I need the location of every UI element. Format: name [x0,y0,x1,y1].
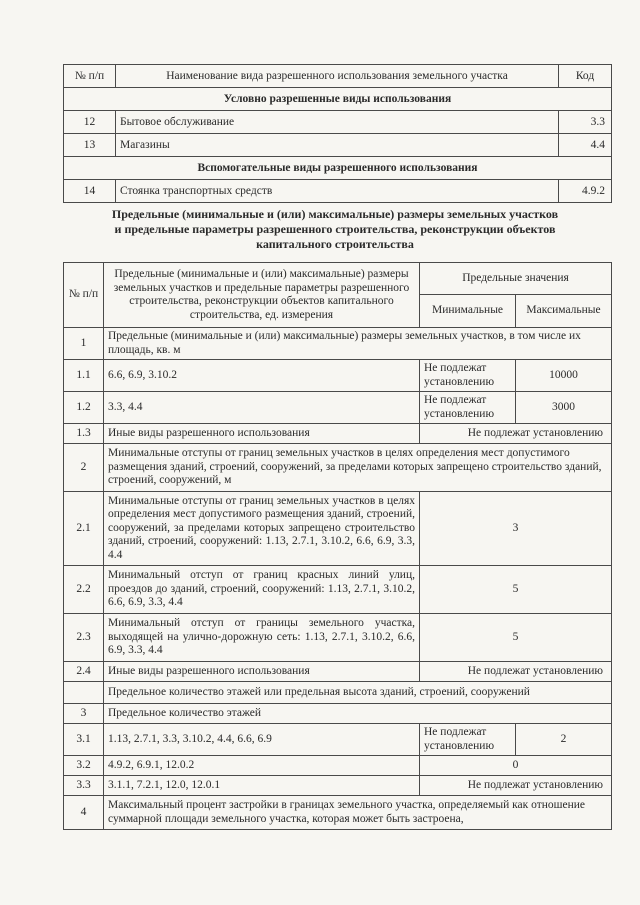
row-name: Бытовое обслуживание [116,111,559,134]
header-num: № п/п [64,263,104,328]
header-name: Наименование вида разрешенного использования земельного участка [116,65,559,88]
row-name: Магазины [116,134,559,157]
row-code: 4.4 [559,134,612,157]
row-text: Иные виды разрешенного использования [104,662,420,682]
row-max: 2 [516,724,612,756]
row-code: 4.9.2 [559,180,612,203]
header-limits: Предельные значения [420,263,612,295]
row-num: 2 [64,444,104,492]
row-num: 14 [64,180,116,203]
row-num: 2.3 [64,614,104,662]
table-row [64,724,612,756]
header-max: Максимальные [516,295,612,328]
row-min: Не подлежат установлению [420,724,516,756]
row-code: 3.3 [559,111,612,134]
row-min: Не подлежат установлению [420,392,516,424]
row-text: 6.6, 6.9, 3.10.2 [104,360,420,392]
row-text: Предельное количество этажей или предельная высота зданий, строений, сооружений [104,682,612,704]
row-value: 3 [420,492,612,566]
row-text: 3.3, 4.4 [104,392,420,424]
row-text: 3.1.1, 7.2.1, 12.0, 12.0.1 [104,776,420,796]
row-text: 1.13, 2.7.1, 3.3, 3.10.2, 4.4, 6.6, 6.9 [104,724,420,756]
row-num: 4 [64,796,104,830]
section-conditional-title: Условно разрешенные виды использования [64,88,612,111]
row-value: 5 [420,566,612,614]
row-text: 4.9.2, 6.9.1, 12.0.2 [104,756,420,776]
table-row [64,392,612,424]
row-value: 0 [420,756,612,776]
table-row [64,134,612,157]
table-row [64,566,612,614]
row-value: Не подлежат установлению [420,776,612,796]
row-max: 3000 [516,392,612,424]
row-value: Не подлежат установлению [420,424,612,444]
heading-line: Предельные (минимальные и (или) максимальные) размеры земельных участков [111,207,559,221]
row-name: Стоянка транспортных средств [116,180,559,203]
heading-line: и предельные параметры разрешенного строительства, реконструкции объектов [114,222,556,236]
table-header-row [64,65,612,88]
row-num: 3.3 [64,776,104,796]
table-row [64,704,612,724]
row-num: 1 [64,328,104,360]
row-value: Не подлежат установлению [420,662,612,682]
row-num: 3.1 [64,724,104,756]
table-row [64,444,612,492]
table-row [64,776,612,796]
section-row [64,88,612,111]
row-text: Минимальные отступы от границ земельных участков в целях определения мест допустимого размещения зданий, строений, сооружений, за пределами которых запрещено строительство зданий, строений, сооружений: 1.13, 2.7.1, 3.10.2, 6.6, 6.9, 3.3, 4.4 [104,492,420,566]
row-num: 1.3 [64,424,104,444]
heading-line: капитального строительства [256,237,414,251]
table-row [64,328,612,360]
row-text: Минимальный отступ от границы земельного участка, выходящей на улично-дорожную сеть: 1.13, 2.7.1, 3.10.2, 6.6, 6.9, 3.3, 4.4 [104,614,420,662]
parameters-table [63,262,612,830]
row-text: Предельное количество этажей [104,704,612,724]
row-text: Минимальные отступы от границ земельных участков в целях определения мест допустимого размещения зданий, строений, сооружений, за пределами которых запрещено строительство зданий, строений, сооружений, м [104,444,612,492]
table-row [64,756,612,776]
section-heading [70,207,600,252]
row-text: Предельные (минимальные и (или) максимальные) размеры земельных участков, в том числе их площадь, кв. м [104,328,612,360]
row-num: 3 [64,704,104,724]
section-auxiliary-title: Вспомогательные виды разрешенного использования [64,157,612,180]
table-row [64,662,612,682]
section-row [64,157,612,180]
row-num: 12 [64,111,116,134]
row-num: 2.2 [64,566,104,614]
table-row [64,614,612,662]
row-num: 1.2 [64,392,104,424]
row-text: Максимальный процент застройки в границах земельного участка, определяемый как отношение суммарной площади земельного участка, которая может быть застроена, [104,796,612,830]
row-num: 1.1 [64,360,104,392]
header-code: Код [559,65,612,88]
header-num: № п/п [64,65,116,88]
row-num: 3.2 [64,756,104,776]
table-row [64,796,612,830]
table-row [64,682,612,704]
row-num: 13 [64,134,116,157]
header-param: Предельные (минимальные и (или) максимальные) размеры земельных участков и предельные параметры разрешенного строительства, реконструкции объектов капитального строительства, ед. измерения [104,263,420,328]
table-row [64,180,612,203]
table-row [64,492,612,566]
row-num: 2.4 [64,662,104,682]
permitted-use-table [63,64,612,203]
row-min: Не подлежат установлению [420,360,516,392]
row-value: 5 [420,614,612,662]
row-text: Минимальный отступ от границ красных линий улиц, проездов до зданий, строений, сооружений: 1.13, 2.7.1, 3.10.2, 6.6, 6.9, 3.3, 4.4 [104,566,420,614]
table-header-row [64,263,612,295]
row-max: 10000 [516,360,612,392]
header-min: Минимальные [420,295,516,328]
row-text: Иные виды разрешенного использования [104,424,420,444]
row-num [64,682,104,704]
row-num: 2.1 [64,492,104,566]
table-row [64,111,612,134]
table-row [64,424,612,444]
table-row [64,360,612,392]
